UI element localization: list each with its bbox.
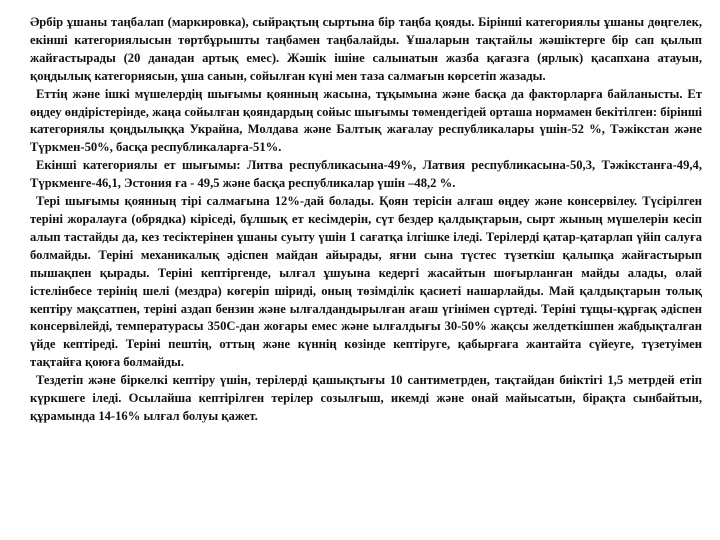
paragraph-1: Әрбір ұшаны таңбалап (маркировка), сыйрақтың сыртына бір таңба қояды. Бірінші категориялы ұшаны дөңгелек, екінші категориялысын төртбұрышты таңбамен таңбалайды. Ұшаларын тақтайлы жәшіктерге бір сап қылып жайғастырады (20 данадан артық емес). Жәшік ішіне салынатын жазба қағазға (ярлык) қасапхана атауын, қоңдылық категориясын, ұша санын, сойылған күні мен таза салмағын көрсетіп жазады. [30, 15, 702, 83]
paragraph-5: Тездетіп және біркелкі кептіру үшін, терілерді қашықтығы 10 сантиметрден, тақтайдан биіктігі 1,5 метрдей етіп күркшеге іледі. Осылайша кептірілген терілер созылғыш, икемді және онай майысатын, бірақта сынбайтын, құрамында 14-16% ылғал болуы қажет. [30, 373, 702, 423]
paragraph-4: Тері шығымы қоянның тірі салмағына 12%-дай болады. Қоян терісін алғаш өңдеу және консервілеу. Түсірілген теріні жоралауға (обрядка) кіріседі, бұлшық ет кесімдерін, сүт бездер қалдықтарын, сырт жының мүшелерін кесіп алып тастайды да, кез тесіктерінен ұшаны суыту үшін 1 сағатқа ілгішке іледі. Терілерді қатар-қатарлап үйіп салуға болмайды. Теріні механикалық әдіспен майдан айырады, яғни сына түстес түзеткіш қалыпқа жайғастырып пышақпен қырады. Теріні кептіргенде, ылғал ұшуына кедергі жасайтын шоғырланған майды алады, олай істелінбесе терінің шелі (мездра) көгеріп шіриді, оның төзімділік қасиеті нашарлайды. Май қалдықтарын толық кептіру мақсатпен, теріні аздап бензин және ылғалдандырылған ағаш үгінімен сүртеді. Теріні тұщы-құрғақ әдіспен консервілейді, температурасы 350С-дан жоғары емес және ылғалдығы 30-50% жақсы желдеткішпен жабдықталған үйде кептіреді. Теріні пештің, оттың және күннің көзінде кептіруге, қабырғаға жантайта сүйеуге, түзетуімен тақтайға қоюға болмайды. [30, 194, 702, 370]
document-body [30, 14, 702, 426]
paragraph-2: Еттің және ішкі мүшелердің шығымы қоянның жасына, тұқымына және басқа да факторларға байланысты. Ет өңдеу өндірістерінде, жаңа сойылған қояндардың сойыс шығымы төмендегідей орташа нормамен бекітілген: бірінші категориялы қоңдылыққа Украйна, Молдава және Балтық жағалау республикалары үшін-52 %, Тәжікстан және Түркмен-50%, басқа республикаларға-51%. [30, 86, 702, 155]
paragraph-3: Екінші категориялы ет шығымы: Литва республикасына-49%, Латвия республикасына-50,3, Тәжікстанға-49,4, Түркменге-46,1, Эстония ға - 49,5 және басқа республикалар үшін –48,2 %. [30, 158, 702, 191]
